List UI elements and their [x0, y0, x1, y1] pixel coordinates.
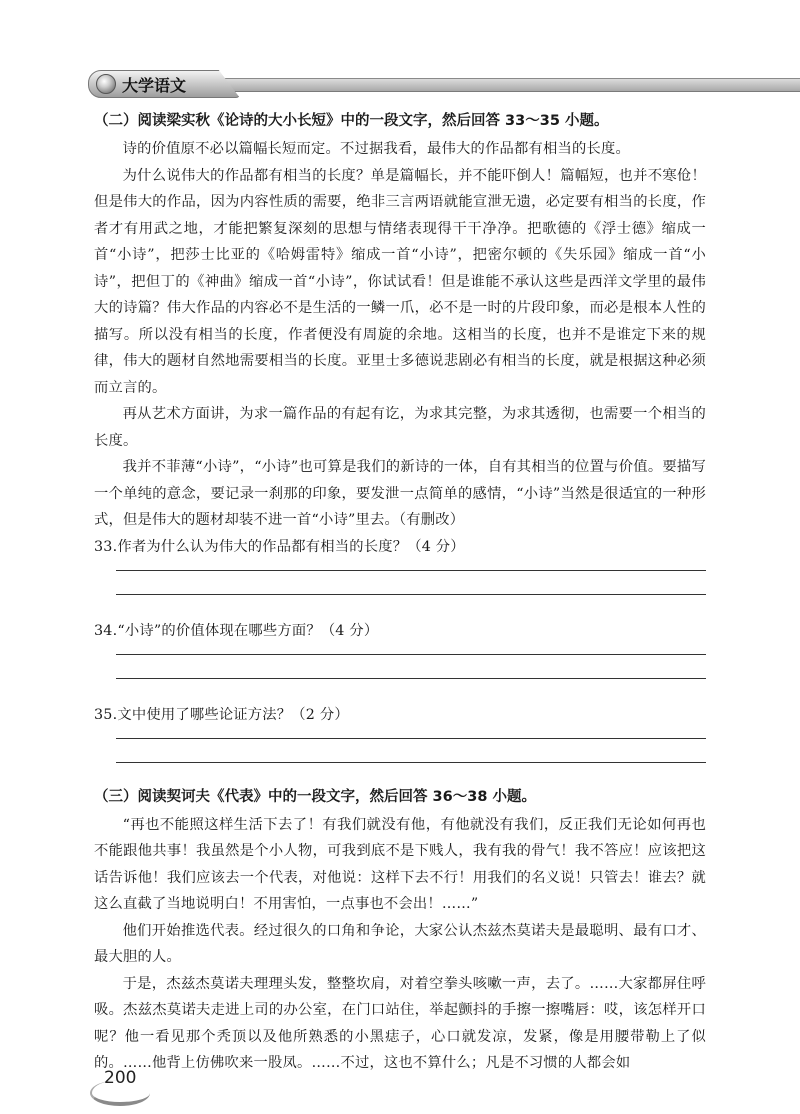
question-34: 34.“小诗”的价值体现在哪些方面？（4 分） [94, 622, 379, 639]
section-3-title: （三）阅读契诃夫《代表》中的一段文字，然后回答 36～38 小题。 [94, 788, 536, 805]
passage-paragraph: 再从艺术方面讲，为求一篇作品的有起有讫，为求其完整，为求其透彻，也需要一个相当的长度。 [94, 406, 706, 449]
section-2-title: （二）阅读梁实秋《论诗的大小长短》中的一段文字，然后回答 33～35 小题。 [94, 113, 609, 129]
passage-paragraph: 他们开始推选代表。经过很久的口角和争论，大家公认杰兹杰莫诺夫是最聪明、最有口才、最大胆的人。 [94, 922, 706, 965]
header-rule-bar [218, 78, 800, 92]
answer-line [116, 594, 706, 595]
passage-paragraph: 我并不菲薄“小诗”，“小诗”也可算是我们的新诗的一体，自有其相当的位置与价值。要描写一个单纯的意念，要记录一刹那的印象，要发泄一点简单的感情，“小诗”当然是很适宜的一种形式，但是伟大的题材却装不进一首“小诗”里去。（有删改） [94, 459, 706, 528]
bullet-circle-icon [96, 74, 116, 94]
answer-lines-34[interactable] [116, 654, 706, 679]
answer-lines-33[interactable] [116, 570, 706, 595]
question-33: 33.作者为什么认为伟大的作品都有相当的长度？（4 分） [94, 538, 465, 555]
passage-paragraph: 诗的价值原不必以篇幅长短而定。不过据我看，最伟大的作品都有相当的长度。 [122, 141, 630, 157]
answer-line [116, 738, 706, 739]
answer-line [116, 570, 706, 571]
answer-lines-35[interactable] [116, 738, 706, 763]
page-content [94, 110, 706, 1077]
answer-line [116, 654, 706, 655]
passage-paragraph: “再也不能照这样生活下去了！有我们就没有他，有他就没有我们，反正我们无论如何再也不能跟他共事！我虽然是个小人物，可我到底不是下贱人，我有我的骨气！我不答应！应该把这话告诉他！我们应该去一个代表，对他说：这样下去不行！用我们的名义说！只管去！谁去？就这么直截了当地说明白！不用害怕，一点事也不会出！……” [94, 816, 706, 912]
answer-line [116, 678, 706, 679]
answer-line [116, 762, 706, 763]
page-number: 200 [104, 1068, 137, 1088]
question-35: 35.文中使用了哪些论证方法？（2 分） [94, 706, 349, 723]
running-header [88, 70, 800, 96]
passage-paragraph: 于是，杰兹杰莫诺夫理理头发，整整坎肩，对着空拳头咳嗽一声，去了。……大家都屏住呼吸。杰兹杰莫诺夫走进上司的办公室，在门口站住，举起颤抖的手擦一擦嘴唇：哎，该怎样开口呢？他一看见那个秃顶以及他所熟悉的小黑痣子，心口就发凉，发紧，像是用腰带勒上了似的。……他背上仿佛吹来一股凤。……不过，这也不算什么；凡是不习惯的人都会如 [94, 975, 706, 1071]
passage-paragraph: 为什么说伟大的作品都有相当的长度？单是篇幅长，并不能吓倒人！篇幅短，也并不寒伧！但是伟大的作品，因为内容性质的需要，绝非三言两语就能宣泄无遗，必定要有相当的长度，作者才有用武之地，才能把繁复深刻的思想与情绪表现得干干净净。把歌德的《浮士德》缩成一首“小诗”，把莎士比亚的《哈姆雷特》缩成一首“小诗”，把密尔顿的《失乐园》缩成一首“小诗”，把但丁的《神曲》缩成一首“小诗”，你试试看！但是谁能不承认这些是西洋文学里的最伟大的诗篇？伟大作品的内容必不是生活的一鳞一爪，必不是一时的片段印象，而必是根本人性的描写。所以没有相当的长度，作者便没有周旋的余地。这相当的长度，也并不是谁定下来的规律，伟大的题材自然地需要相当的长度。亚里士多德说悲剧必有相当的长度，就是根据这种必须而立言的。 [94, 167, 706, 396]
book-title: 大学语文 [122, 76, 187, 95]
page-number-badge [90, 1066, 150, 1102]
